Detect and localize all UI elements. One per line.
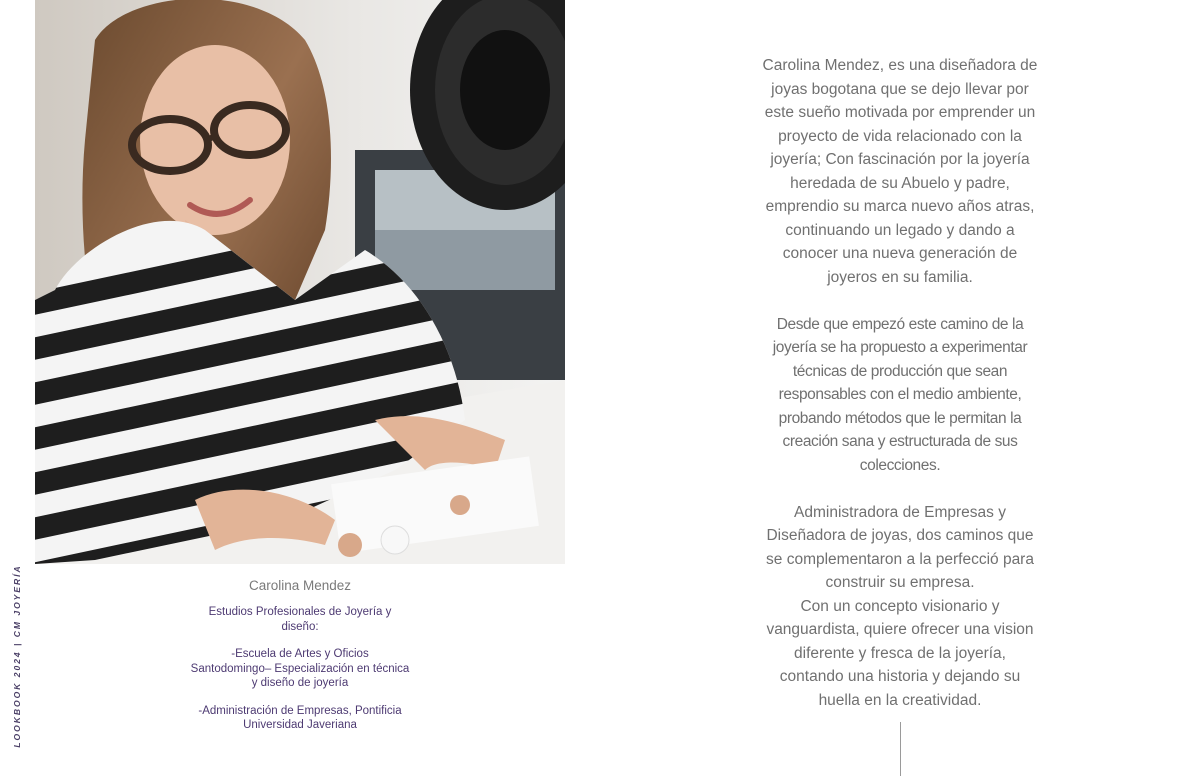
studies-heading: Estudios Profesionales de Joyería y diseño: [208, 606, 392, 633]
bio-paragraph: Desde que empezó este camino de la joyería se ha propuesto a experimentar técnicas de producción que sean responsables con el medio ambiente, probando métodos que le permitan la creación sana y estructurada de sus colecciones. [772, 315, 1028, 474]
studies-item: -Administración de Empresas, Pontificia Universidad Javeriana [198, 704, 402, 731]
side-label: LOOKBOOK 2024 | CM JOYERÍA [12, 564, 22, 748]
designer-portrait-photo-icon [35, 0, 565, 564]
designer-name-caption: Carolina Mendez [248, 578, 352, 593]
bio-text [760, 54, 1040, 712]
vertical-divider [900, 722, 901, 776]
studies-item: -Escuela de Artes y Oficios Santodomingo– Especialización en técnica y diseño de joyería [190, 648, 410, 689]
designer-photo [35, 0, 565, 564]
bio-paragraph: Carolina Mendez, es una diseñadora de joyas bogotana que se dejo llevar por este sueño motivada por emprender un proyecto de vida relacionado con la joyería; Con fascinación por la joyería heredada de su Abuelo y padre, emprendio su marca nuevo años atras, continuando un legado y dando a conocer una nueva generación de joyeros en su familia. [762, 57, 1038, 286]
bio-paragraph: Administradora de Empresas y Diseñadora de joyas, dos caminos que se complementaron a la perfecció para construir su empresa. [766, 503, 1034, 591]
bio-paragraph: Con un concepto visionario y vanguardista, quiere ofrecer una vision diferente y fresca de la joyería, contando una historia y dejando su huella en la creatividad. [766, 597, 1034, 709]
studies-list [190, 605, 410, 746]
